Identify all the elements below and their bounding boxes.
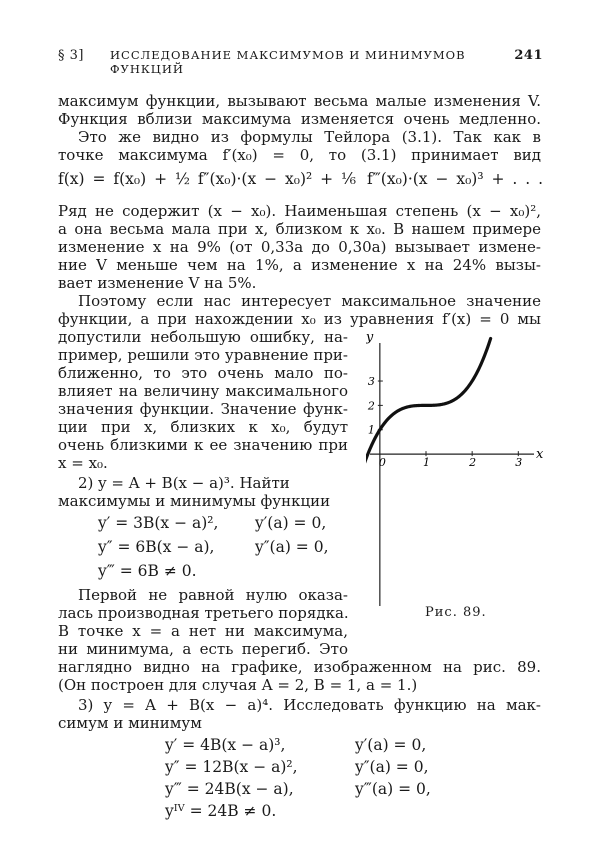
chapter-title: ИССЛЕДОВАНИЕ МАКСИМУМОВ И МИНИМУМОВ ФУНКЦИЙ	[110, 48, 466, 76]
text-line: Это же видно из формулы Тейлора (3.1). Так как в	[78, 128, 541, 146]
x-tick-label: 0	[378, 456, 386, 470]
text-line: пример, решили это уравнение при-	[58, 346, 348, 364]
x-tick-label: 1	[423, 456, 430, 470]
item3-heading: симум и минимум	[58, 714, 202, 732]
text-line: изменение x на 9% (от 0,33a до 0,30a) вызывает измене-	[58, 238, 541, 256]
equation: y‴ = 6B ≠ 0.	[98, 562, 197, 580]
taylor-formula: f(x) = f(x₀) + ½ f″(x₀)·(x − x₀)² + ⅙ f‴(x₀)·(x − x₀)³ + . . .	[58, 170, 543, 188]
x-tick-label: 2	[469, 456, 477, 470]
equation: y‴ = 24B(x − a),	[165, 780, 294, 798]
x-tick-label: 3	[515, 456, 523, 470]
text-line: очень близкими к ее значению при	[58, 436, 348, 454]
text-line: функции, а при нахождении x₀ из уравнения f′(x) = 0 мы	[58, 310, 541, 328]
text-line: В точке x = a нет ни максимума,	[58, 622, 348, 640]
text-line: x = x₀.	[58, 454, 108, 472]
figure-caption: Рис. 89.	[425, 605, 487, 620]
x-axis-label: x	[536, 447, 544, 463]
equation: y″ = 6B(x − a),	[98, 538, 215, 556]
text-line: точке максимума f′(x₀) = 0, то (3.1) принимает вид	[58, 146, 541, 164]
equation: y‴(a) = 0,	[355, 780, 431, 798]
equation: y″(a) = 0,	[255, 538, 329, 556]
text-line: Функция вблизи максимума изменяется очень медленно.	[58, 110, 541, 128]
text-line: ции при x, близких к x₀, будут	[58, 418, 348, 436]
equation: yᴵⱽ = 24B ≠ 0.	[165, 802, 277, 820]
figure-89-graph	[366, 325, 546, 610]
text-line: наглядно видно на графике, изображенном на рис. 89.	[58, 658, 541, 676]
y-tick-label: 2	[367, 399, 375, 413]
equation: y′(a) = 0,	[255, 514, 327, 532]
page-number: 241	[514, 48, 543, 63]
text-line: лась производная третьего порядка.	[58, 604, 349, 622]
text-line: Первой не равной нулю оказа-	[78, 586, 348, 604]
item2-heading: 2) y = A + B(x − a)³. Найти	[78, 474, 290, 492]
text-line: значения функции. Значение функ-	[58, 400, 348, 418]
equation: y′(a) = 0,	[355, 736, 427, 754]
equation: y′ = 3B(x − a)²,	[98, 514, 219, 532]
text-line: влияет на величину максимального	[58, 382, 348, 400]
text-line: ближенно, то это очень мало по-	[58, 364, 348, 382]
equation: y″ = 12B(x − a)²,	[165, 758, 298, 776]
text-line: максимум функции, вызывают весьма малые изменения V.	[58, 92, 541, 110]
text-line: (Он построен для случая A = 2, B = 1, a = 1.)	[58, 676, 418, 694]
text-line: Поэтому если нас интересует максимальное значение	[78, 292, 541, 310]
text-line: ни минимума, а есть перегиб. Это	[58, 640, 348, 658]
curve-series	[366, 339, 491, 526]
equation: y′ = 4B(x − a)³,	[165, 736, 286, 754]
item2-heading: максимумы и минимумы функции	[58, 492, 331, 510]
y-tick-label: 1	[367, 423, 375, 437]
running-header	[58, 48, 543, 76]
text-line: допустили небольшую ошибку, на-	[58, 328, 348, 346]
section-number: § 3]	[58, 48, 84, 63]
item3-heading: 3) y = A + B(x − a)⁴. Исследовать функцию на мак-	[78, 696, 541, 714]
y-axis-label: y	[366, 330, 374, 345]
y-tick-label: 3	[367, 375, 375, 389]
text-line: Ряд не содержит (x − x₀). Наименьшая степень (x − x₀)²,	[58, 202, 541, 220]
text-line: вает изменение V на 5%.	[58, 274, 257, 292]
text-line: а она весьма мала при x, близком к x₀. В нашем примере	[58, 220, 541, 238]
equation: y″(a) = 0,	[355, 758, 429, 776]
text-line: ние V меньше чем на 1%, а изменение x на 24% вызы-	[58, 256, 541, 274]
